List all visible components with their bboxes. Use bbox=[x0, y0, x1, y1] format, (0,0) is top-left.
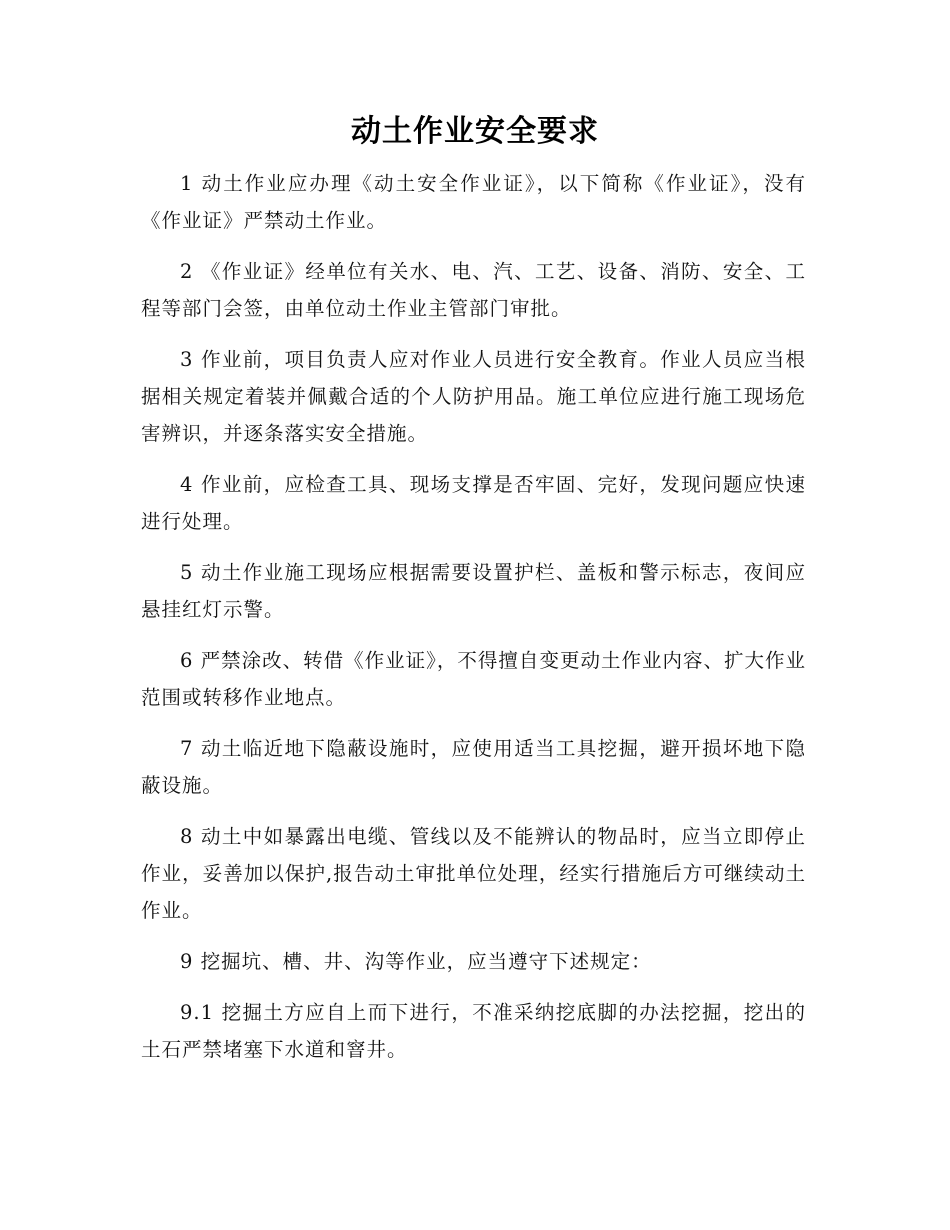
paragraph-9-1: 9.1 挖掘土方应自上而下进行，不准采纳挖底脚的办法挖掘，挖出的土石严禁堵塞下水道和窨井。 bbox=[141, 1001, 806, 1061]
paragraph-3: 3 作业前，项目负责人应对作业人员进行安全教育。作业人员应当根据相关规定着装并佩戴合适的个人防护用品。施工单位应进行施工现场危害辨识，并逐条落实安全措施。 bbox=[141, 348, 806, 445]
paragraph-8: 8 动土中如暴露出电缆、管线以及不能辨认的物品时，应当立即停止作业，妥善加以保护,报告动土审批单位处理，经实行措施后方可继续动土作业。 bbox=[141, 825, 806, 922]
document-body bbox=[141, 165, 806, 1082]
paragraph-1: 1 动土作业应办理《动土安全作业证》，以下简称《作业证》，没有《作业证》严禁动土作业。 bbox=[141, 172, 806, 232]
paragraph-4: 4 作业前，应检查工具、现场支撑是否牢固、完好，发现问题应快速进行处理。 bbox=[141, 473, 806, 533]
paragraph-7: 7 动土临近地下隐蔽设施时，应使用适当工具挖掘，避开损坏地下隐蔽设施。 bbox=[141, 737, 806, 797]
paragraph-6: 6 严禁涂改、转借《作业证》，不得擅自变更动土作业内容、扩大作业范围或转移作业地点。 bbox=[141, 649, 806, 709]
document-title: 动土作业安全要求 bbox=[351, 114, 599, 149]
paragraph-2: 2 《作业证》经单位有关水、电、汽、工艺、设备、消防、安全、工程等部门会签，由单位动土作业主管部门审批。 bbox=[141, 260, 806, 320]
paragraph-5: 5 动土作业施工现场应根据需要设置护栏、盖板和警示标志，夜间应悬挂红灯示警。 bbox=[141, 561, 806, 621]
paragraph-9: 9 挖掘坑、槽、井、沟等作业，应当遵守下述规定： bbox=[180, 950, 652, 973]
